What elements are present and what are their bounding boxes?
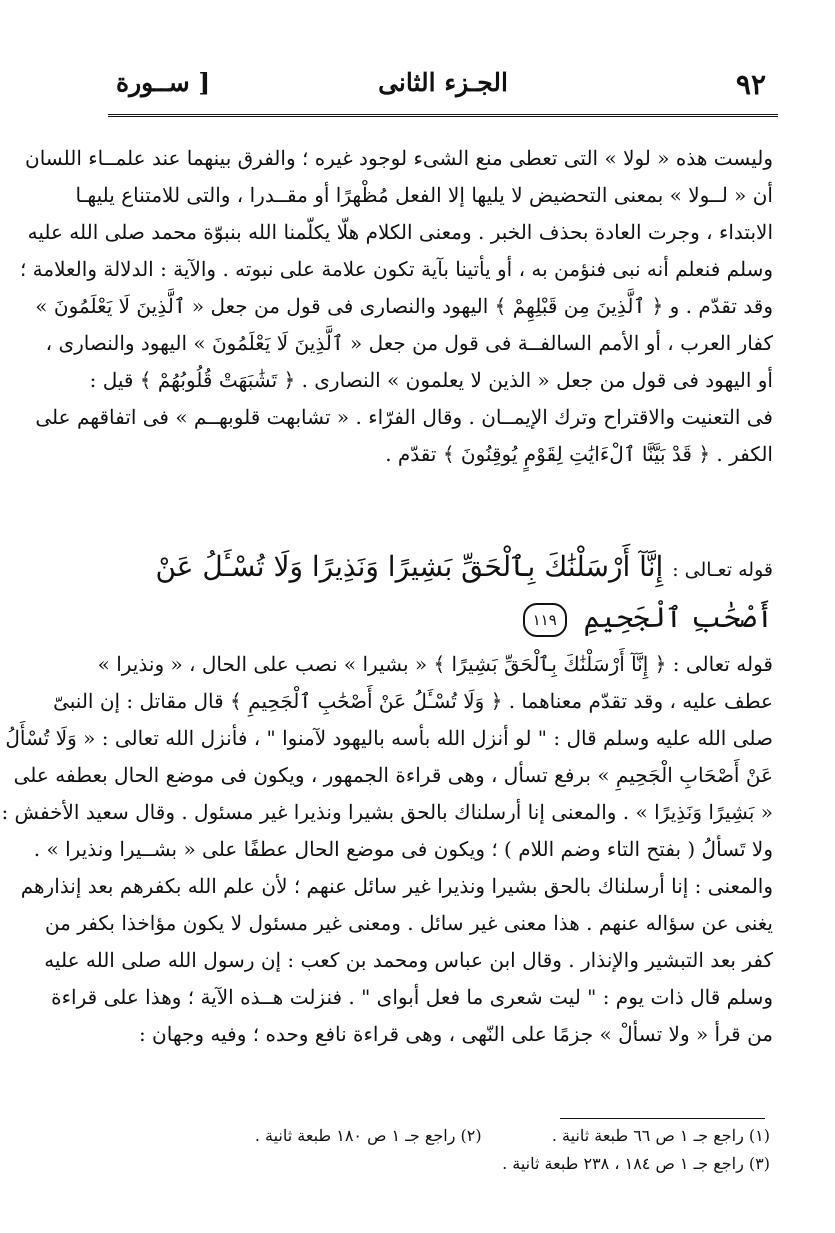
footnote-3: (٣) راجع جـ ١ ص ١٨٤ ، ٢٣٨ طبعة ثانية . bbox=[502, 1154, 770, 1173]
text-line: من قرأ « ولا تسألْ » جزمًا على النّهى ، وهى قراءة نافع وحده ؛ وفيه وجهان : bbox=[138, 1022, 773, 1046]
text-line: أن « لــولا » بمعنى التحضيض لا يليها إلا الفعل مُظْهرًا أو مقــدرا ، والتى للامتناع يليهـا bbox=[75, 183, 773, 207]
commentary-paragraph-1 bbox=[19, 140, 773, 473]
text-line: كفار العرب ، أو الأمم السالفــة فى قول من جعل « ٱلَّذِينَ لَا يَعْلَمُونَ » اليهود والنصارى ، bbox=[45, 331, 773, 355]
header-rule bbox=[108, 114, 778, 117]
text-line: وسلم فنعلم أنه نبى فنؤمن به ، أو يأتينا بآية تكون علامة على نبوته . والآية : الدلالة والعلامة ؛ bbox=[19, 257, 773, 281]
text-line: والمعنى : إنا أرسلناك بالحق بشيرا ونذيرا غير سائل عنهم ؛ لأن علم الله بكفرهم بعد إنذارهم bbox=[20, 874, 773, 898]
text-line: وسلم قال ذات يوم : " ليت شعرى ما فعل أبواى " . فنزلت هــذه الآية ؛ وهذا على قراءة bbox=[51, 985, 773, 1009]
text-line: عَنْ أَصْحَابِ الْجَحِيمِ » برفع تسأل ، وهى قراءة الجمهور ، ويكون فى موضع الحال بعطفه على bbox=[13, 763, 773, 787]
text-line: فى التعنيت والاقتراح وترك الإيمــان . وقال الفرّاء . « تشابهت قلوبهــم » فى اتفاقهم على bbox=[35, 405, 773, 429]
text-line: صلى الله عليه وسلم قال : " لو أنزل الله بأسه باليهود لآمنوا " ، فأنزل الله تعالى : « وَلَا تُسْأَلُ bbox=[5, 726, 773, 750]
footnote-2: (٢) راجع جـ ١ ص ١٨٠ طبعة ثانية . bbox=[254, 1126, 482, 1145]
text-line: عطف عليه ، وقد تقدّم معناهما . ﴿ وَلَا تُسْـَٔلُ عَنْ أَصْحَٰبِ ٱلْجَحِيمِ ﴾ قال مقاتل : إن النبىّ bbox=[53, 689, 773, 713]
text-line: كفر بعد التبشير والإنذار . وقال ابن عباس ومحمد بن كعب : إن رسول الله صلى الله عليه bbox=[44, 948, 773, 972]
footnote-1: (١) راجع جـ ١ ص ٦٦ طبعة ثانية . bbox=[551, 1126, 770, 1145]
text-line: يغنى عن سؤاله عنهم . هذا معنى غير سائل . ومعنى غير مسئول لا يكون مؤاخذا بكفر من bbox=[44, 911, 773, 935]
footnote-rule bbox=[560, 1118, 765, 1119]
text-line: « بَشِيرًا وَنَذِيرًا » . والمعنى إنا أرسلناك بالحق بشيرا ونذيرا غير مسئول . وقال سعيد الأخفش : bbox=[1, 800, 773, 824]
text-line: ولا تَسألُ ( بفتح التاء وضم اللام ) ؛ ويكون فى موضع الحال عطفًا على « بشــيرا ونذيرا » . bbox=[33, 837, 773, 861]
verse-number-marker: ١١٩ bbox=[523, 603, 567, 637]
footnote-line bbox=[200, 1122, 770, 1150]
text-line: وقد تقدّم . و ﴿ ٱلَّذِينَ مِن قَبْلِهِمْ ﴾ اليهود والنصارى فى قول من جعل « ٱلَّذِينَ لَا يَعْلَمُونَ » bbox=[35, 294, 773, 318]
footnotes bbox=[200, 1122, 770, 1178]
text-line: الكفر . ﴿ قَدْ بَيَّنَّا ٱلْءَايَٰتِ لِقَوْمٍ يُوقِنُونَ ﴾ تقدّم . bbox=[385, 442, 773, 466]
page-header bbox=[108, 62, 778, 108]
commentary-paragraph-2 bbox=[1, 646, 773, 1053]
quran-verse bbox=[118, 540, 773, 642]
part-title: الجـزء الثانى bbox=[378, 68, 508, 97]
page-number: ٩٢ bbox=[735, 68, 766, 101]
footnote-line bbox=[200, 1150, 770, 1178]
verse-line-2 bbox=[118, 594, 773, 642]
text-line: الابتداء ، وجرت العادة بحذف الخبر . ومعنى الكلام هلّا يكلّمنا الله بنبوّة محمد صلى الله عليه bbox=[27, 220, 773, 244]
text-line: أو اليهود فى قول من جعل « الذين لا يعلمون » النصارى . ﴿ تَشَٰبَهَتْ قُلُوبُهُمْ ﴾ قيل : bbox=[89, 368, 773, 392]
verse-intro: قوله تعـالى : bbox=[672, 559, 773, 581]
text-line: قوله تعالى : ﴿ إِنَّآ أَرْسَلْنَٰكَ بِٱلْحَقِّ بَشِيرًا ﴾ « بشيرا » نصب على الحال ، « ونذيرا » bbox=[97, 652, 773, 676]
text-line: وليست هذه « لولا » التى تعطى منع الشىء لوجود غيره ؛ والفرق بينهما عند علمــاء اللسان bbox=[25, 146, 773, 170]
verse-text-1: إِنَّآ أَرْسَلْنَٰكَ بِٱلْحَقِّ بَشِيرًا وَنَذِيرًا وَلَا تُسْـَٔلُ عَنْ bbox=[155, 550, 664, 583]
verse-line-1 bbox=[118, 540, 773, 594]
surah-label: [ ســورة bbox=[116, 68, 211, 97]
verse-text-2: أَصْحَٰبِ ٱلْجَحِيمِ bbox=[583, 601, 773, 634]
